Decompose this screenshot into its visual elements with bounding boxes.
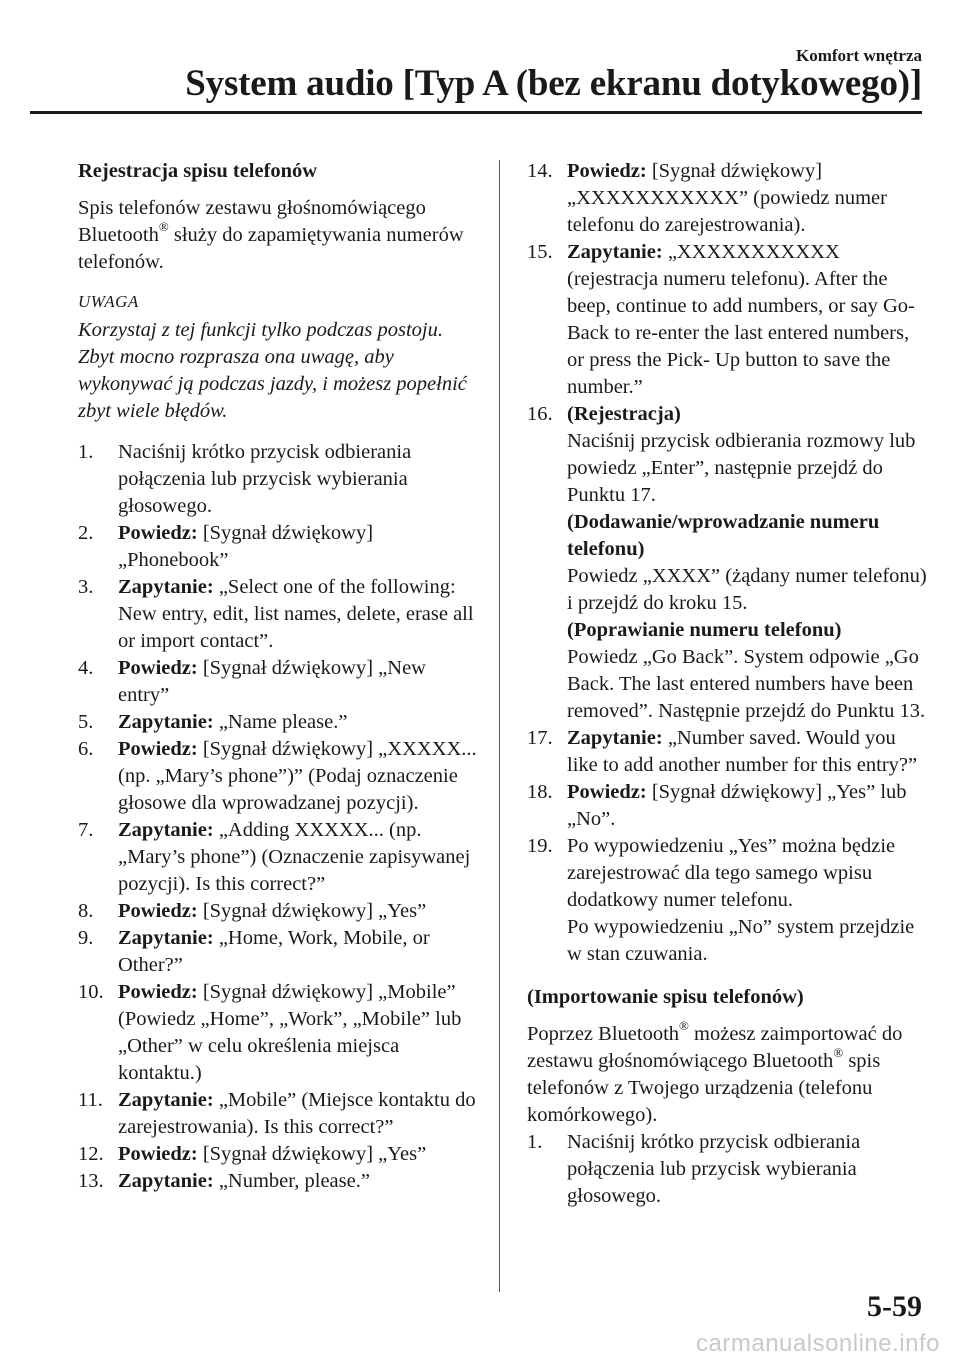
substep-text: Powiedz „XXXX” (żądany numer telefonu) i przejdź do kroku 15. xyxy=(567,565,927,614)
step-text: Powiedz: [Sygnał dźwiękowy] „Mobile” (Powiedz „Home”, „Work”, „Mobile” lub „Other” w celu określenia miejsca kontaktu.) xyxy=(118,981,462,1084)
step-text: Naciśnij krótko przycisk odbierania połączenia lub przycisk wybierania głosowego. xyxy=(567,1131,861,1207)
step-number: 11. xyxy=(78,1089,103,1111)
step-text: Powiedz: [Sygnał dźwiękowy] „Yes” xyxy=(118,900,427,922)
list-item xyxy=(78,1141,478,1168)
step-number: 18. xyxy=(527,781,553,803)
list-item xyxy=(527,779,927,833)
column-divider xyxy=(499,160,500,1292)
step-number: 5. xyxy=(78,711,94,733)
registered-mark: ® xyxy=(158,219,169,235)
list-item xyxy=(78,520,478,574)
list-item xyxy=(527,239,927,401)
step-number: 14. xyxy=(527,160,553,182)
intro-text-a: Spis telefonów zestawu głośnomówiącego Bluetooth xyxy=(78,197,426,246)
step-text: Zapytanie: „XXXXXXXXXXX (rejestracja numeru telefonu). After the beep, continue to add numbers, or say Go-Back to re-enter the last entered numbers, or press the Pick- Up button to save the number.” xyxy=(567,241,915,398)
right-column xyxy=(527,158,927,1210)
substep-text: Powiedz „Go Back”. System odpowie „Go Back. The last entered numbers have been removed”. Następnie przejdź do Punktu 13. xyxy=(567,646,926,722)
list-item xyxy=(78,709,478,736)
header-rule xyxy=(30,111,922,114)
list-item xyxy=(78,925,478,979)
registered-mark: ® xyxy=(833,1045,844,1061)
step-number: 7. xyxy=(78,819,94,841)
substep-heading: (Dodawanie/wprowadzanie numeru telefonu) xyxy=(567,511,880,560)
list-item xyxy=(527,1129,927,1210)
intro-text-b: służy do zapamiętywania numerów telefonów. xyxy=(78,224,464,273)
list-item xyxy=(78,439,478,520)
step-text: Naciśnij krótko przycisk odbierania połączenia lub przycisk wybierania głosowego. xyxy=(118,441,412,517)
page-title: System audio [Typ A (bez ekranu dotykowego)] xyxy=(185,63,922,104)
step-text: Powiedz: [Sygnał dźwiękowy] „XXXXX... (np. „Mary’s phone”)” (Podaj oznaczenie głosowe dla wprowadzanej pozycji). xyxy=(118,738,477,814)
import-heading: (Importowanie spisu telefonów) xyxy=(527,986,804,1008)
step-number: 13. xyxy=(78,1170,104,1192)
step-text: Zapytanie: „Number saved. Would you like to add another number for this entry?” xyxy=(567,727,918,776)
step-number: 15. xyxy=(527,241,553,263)
list-item xyxy=(78,817,478,898)
step-text: Powiedz: [Sygnał dźwiękowy] „Yes” lub „No”. xyxy=(567,781,907,830)
step-number: 9. xyxy=(78,927,94,949)
step-text xyxy=(567,401,927,725)
step-text: Zapytanie: „Home, Work, Mobile, or Other?” xyxy=(118,927,430,976)
list-item xyxy=(527,725,927,779)
step-number: 16. xyxy=(527,403,553,425)
import-paragraph: Poprzez Bluetooth® możesz zaimportować do zestawu głośnomówiącego Bluetooth® spis telefonów z Twojego urządzenia (telefonu komórkowego). xyxy=(527,1018,903,1126)
step-number: 3. xyxy=(78,576,94,598)
substep-text: Naciśnij przycisk odbierania rozmowy lub powiedz „Enter”, następnie przejdź do Punktu 17. xyxy=(567,430,916,506)
list-item xyxy=(78,574,478,655)
list-item xyxy=(78,979,478,1087)
registered-mark: ® xyxy=(679,1018,689,1034)
substep-heading: (Rejestracja) xyxy=(567,403,681,425)
list-item xyxy=(78,898,478,925)
watermark: carmanualsonline.info xyxy=(696,1330,940,1357)
step-text xyxy=(567,833,927,968)
step-number: 12. xyxy=(78,1143,104,1165)
step-text: Zapytanie: „Select one of the following: New entry, edit, list names, delete, erase all or import contact”. xyxy=(118,576,474,652)
left-column xyxy=(78,158,478,1195)
step-text: Powiedz: [Sygnał dźwiękowy] „Yes” xyxy=(118,1143,427,1165)
step-text: Powiedz: [Sygnał dźwiękowy] „New entry” xyxy=(118,657,426,706)
step-number: 2. xyxy=(78,522,94,544)
step-number: 19. xyxy=(527,835,553,857)
step-text: Zapytanie: „Number, please.” xyxy=(118,1170,370,1192)
intro-paragraph xyxy=(78,195,478,276)
list-item xyxy=(527,158,927,239)
step-text: Powiedz: [Sygnał dźwiękowy] „Phonebook” xyxy=(118,522,374,571)
note-body: Korzystaj z tej funkcji tylko podczas postoju. Zbyt mocno rozprasza ona uwagę, aby wykonywać ją podczas jazdy, i możesz popełnić zbyt wiele błędów. xyxy=(78,319,467,422)
import-steps-list xyxy=(527,1129,927,1210)
steps-list-continued xyxy=(527,158,927,968)
substep-text: Po wypowiedzeniu „Yes” można będzie zarejestrować dla tego samego wpisu dodatkowy numer telefonu. xyxy=(567,835,896,911)
step-number: 6. xyxy=(78,738,94,760)
list-item xyxy=(527,401,927,725)
list-item xyxy=(78,655,478,709)
section-heading: Rejestracja spisu telefonów xyxy=(78,160,318,182)
step-number: 8. xyxy=(78,900,94,922)
step-text: Zapytanie: „Mobile” (Miejsce kontaktu do zarejestrowania). Is this correct?” xyxy=(118,1089,476,1138)
step-number: 17. xyxy=(527,727,553,749)
step-number: 4. xyxy=(78,657,94,679)
note-title: UWAGA xyxy=(78,292,139,311)
list-item xyxy=(527,833,927,968)
substep-text: Po wypowiedzeniu „No” system przejdzie w stan czuwania. xyxy=(567,916,915,965)
step-text: Powiedz: [Sygnał dźwiękowy] „XXXXXXXXXXX” (powiedz numer telefonu do zarejestrowania). xyxy=(567,160,887,236)
step-text: Zapytanie: „Adding XXXXX... (np. „Mary’s phone”) (Oznaczenie zapisywanej pozycji). Is this correct?” xyxy=(118,819,471,895)
list-item xyxy=(78,1087,478,1141)
substep-heading: (Poprawianie numeru telefonu) xyxy=(567,619,842,641)
step-number: 10. xyxy=(78,981,104,1003)
step-text: Zapytanie: „Name please.” xyxy=(118,711,348,733)
page-number: 5-59 xyxy=(867,1290,922,1323)
list-item xyxy=(78,1168,478,1195)
steps-list xyxy=(78,439,478,1195)
step-number: 1. xyxy=(78,441,94,463)
list-item xyxy=(78,736,478,817)
step-number: 1. xyxy=(527,1131,543,1153)
header-section-label: Komfort wnętrza xyxy=(795,46,922,65)
